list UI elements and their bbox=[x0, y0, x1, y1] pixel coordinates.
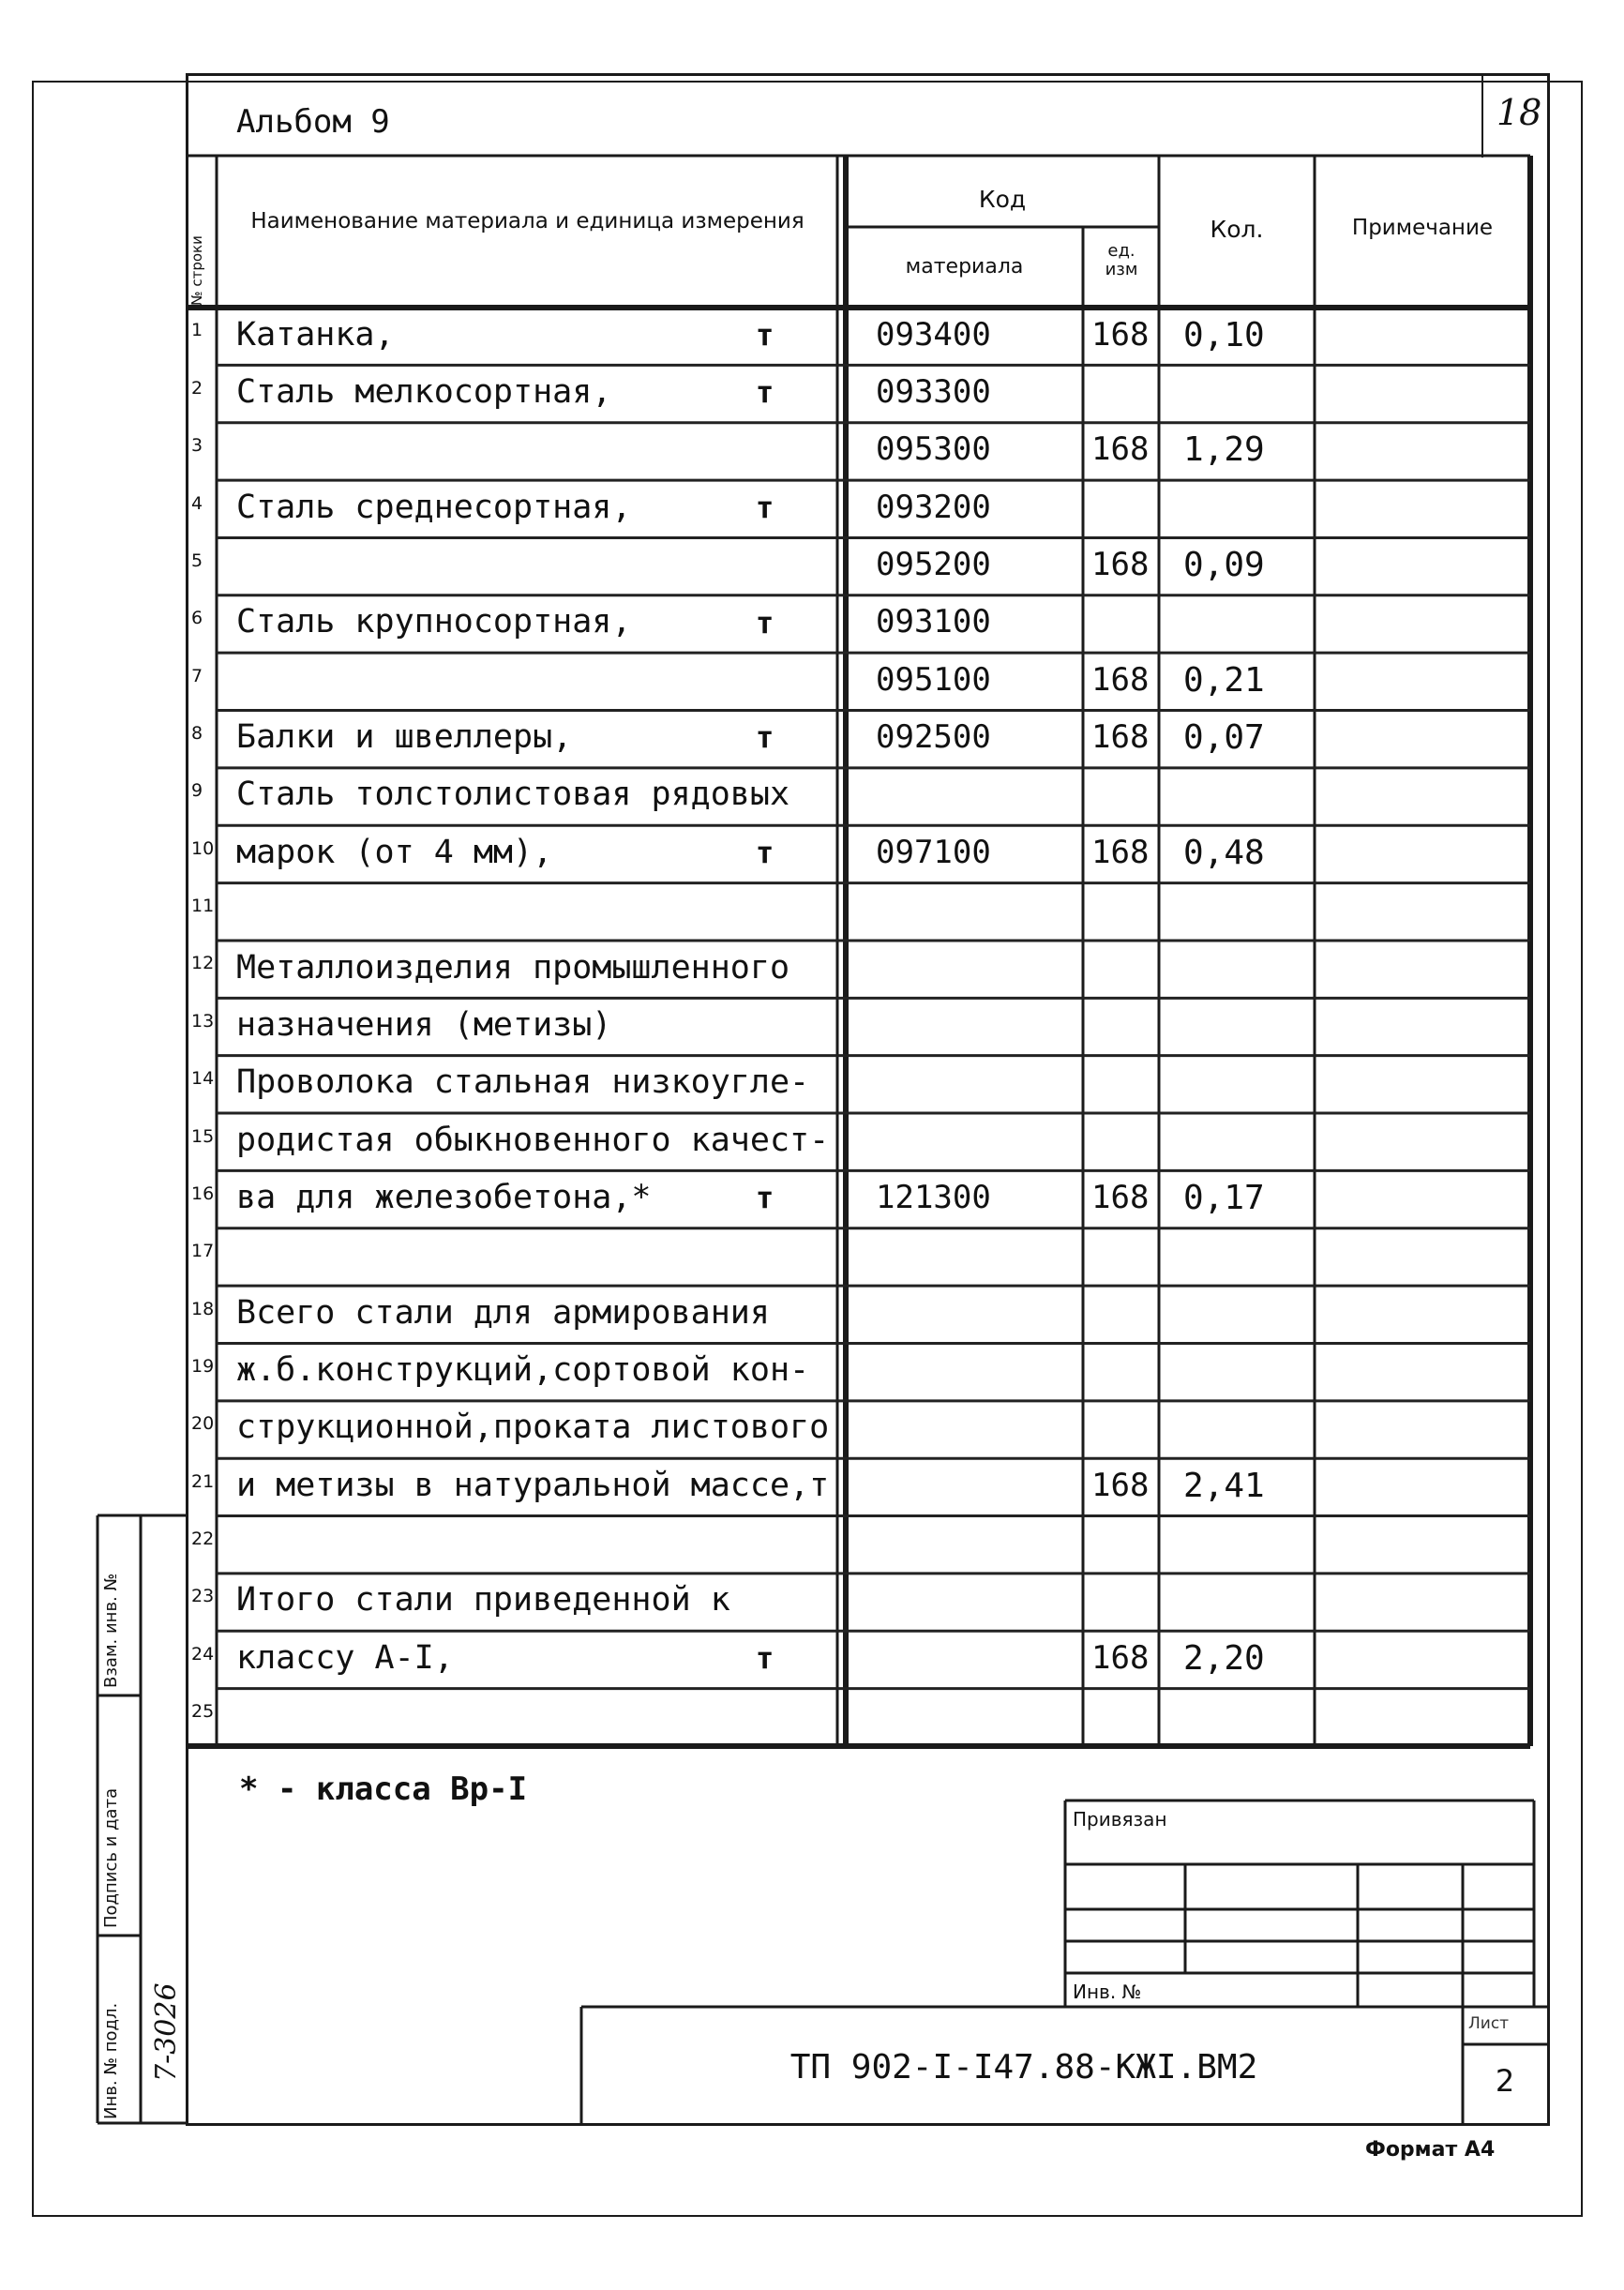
row-number-cell: 11 bbox=[191, 896, 215, 917]
row-number-cell: 13 bbox=[191, 1010, 215, 1032]
unit-code-cell: 168 bbox=[1091, 660, 1150, 699]
row-number-cell: 1 bbox=[191, 320, 203, 341]
material-name-cell: Катанка, bbox=[236, 315, 395, 354]
side-replace-inv-label: Взам. инв. № bbox=[101, 1573, 121, 1688]
col-header-name: Наименование материала и единица измерения bbox=[250, 209, 804, 234]
material-name-cell: Сталь крупносортная, bbox=[236, 603, 632, 641]
quantity-cell: 1,29 bbox=[1183, 430, 1265, 470]
unit-code-cell: 168 bbox=[1091, 1466, 1150, 1504]
col-header-rownum: № строки bbox=[188, 235, 205, 306]
material-code-cell: 093200 bbox=[876, 488, 991, 526]
material-name-cell: Итого стали приведенной к bbox=[236, 1581, 730, 1620]
material-code-cell: 095100 bbox=[876, 660, 991, 699]
row-number-cell: 17 bbox=[191, 1241, 215, 1262]
unit-code-cell: 168 bbox=[1091, 833, 1150, 871]
quantity-cell: 2,20 bbox=[1183, 1638, 1265, 1678]
row-number-cell: 16 bbox=[191, 1183, 215, 1204]
material-name-cell: Проволока стальная низкоугле- bbox=[236, 1063, 810, 1102]
material-name-cell: Балки и швеллеры, bbox=[236, 718, 573, 757]
col-header-code-material: материала bbox=[905, 255, 1024, 279]
unit-cell: т bbox=[756, 374, 774, 411]
unit-code-cell: 168 bbox=[1091, 546, 1150, 584]
row-number-cell: 21 bbox=[191, 1470, 215, 1492]
material-code-cell: 095300 bbox=[876, 430, 991, 469]
material-code-cell: 121300 bbox=[876, 1178, 991, 1216]
material-code-cell: 092500 bbox=[876, 718, 991, 757]
format-label: Формат А4 bbox=[1365, 2138, 1496, 2162]
material-code-cell: 093100 bbox=[876, 603, 991, 641]
row-number-cell: 9 bbox=[191, 780, 203, 802]
material-name-cell: Сталь мелкосортная, bbox=[236, 372, 612, 411]
unit-cell: т bbox=[756, 1180, 774, 1216]
footnote: * - класса Вр-I bbox=[239, 1770, 528, 1808]
album-label: Альбом 9 bbox=[236, 103, 390, 141]
material-name-cell: марок (от 4 мм), bbox=[236, 833, 553, 871]
material-name-cell: назначения (метизы) bbox=[236, 1005, 612, 1044]
unit-code-cell: 168 bbox=[1091, 1178, 1150, 1216]
row-number-cell: 14 bbox=[191, 1068, 215, 1090]
col-header-code: Код bbox=[978, 186, 1027, 213]
row-number-cell: 19 bbox=[191, 1355, 215, 1377]
material-name-cell: и метизы в натуральной массе,т bbox=[236, 1466, 830, 1504]
sheet-number: 2 bbox=[1495, 2063, 1515, 2099]
row-number-cell: 15 bbox=[191, 1125, 215, 1147]
material-name-cell: классу А-I, bbox=[236, 1638, 454, 1677]
quantity-cell: 0,21 bbox=[1183, 660, 1265, 700]
unit-cell: т bbox=[756, 604, 774, 640]
row-number-cell: 18 bbox=[191, 1298, 215, 1319]
row-number-cell: 2 bbox=[191, 377, 203, 399]
col-header-note: Примечание bbox=[1351, 216, 1494, 240]
stamp-inv-no-label: Инв. № bbox=[1073, 1981, 1142, 2003]
material-name-cell: Металлоизделия промышленного bbox=[236, 948, 790, 987]
row-number-cell: 5 bbox=[191, 550, 203, 571]
row-number-cell: 7 bbox=[191, 665, 203, 686]
unit-cell: т bbox=[756, 316, 774, 353]
material-name-cell: Сталь толстолистовая рядовых bbox=[236, 776, 790, 814]
material-name-cell: Сталь среднесортная, bbox=[236, 488, 632, 526]
quantity-cell: 0,48 bbox=[1183, 833, 1265, 872]
unit-code-cell: 168 bbox=[1091, 315, 1150, 354]
unit-code-cell: 168 bbox=[1091, 430, 1150, 469]
col-header-code-unit: ед. изм bbox=[1105, 241, 1138, 279]
material-code-cell: 093300 bbox=[876, 372, 991, 411]
material-name-cell: родистая обыкновенного качест- bbox=[236, 1121, 830, 1159]
side-sign-date-label: Подпись и дата bbox=[101, 1787, 121, 1928]
document-code: ТП 902-I-I47.88-КЖI.ВМ2 bbox=[789, 2048, 1258, 2087]
col-header-qty: Кол. bbox=[1210, 216, 1264, 243]
unit-cell: т bbox=[756, 1640, 774, 1677]
row-number-cell: 8 bbox=[191, 723, 203, 744]
row-number-cell: 10 bbox=[191, 837, 215, 859]
row-number-cell: 3 bbox=[191, 435, 203, 457]
material-code-cell: 093400 bbox=[876, 315, 991, 354]
side-inv-orig-value: 7-3026 bbox=[150, 1982, 183, 2082]
unit-cell: т bbox=[756, 489, 774, 525]
row-number-cell: 20 bbox=[191, 1413, 215, 1435]
material-name-cell: струкционной,проката листового bbox=[236, 1409, 830, 1447]
row-number-cell: 22 bbox=[191, 1529, 215, 1550]
unit-cell: т bbox=[756, 835, 774, 871]
unit-code-cell: 168 bbox=[1091, 1638, 1150, 1677]
row-number-cell: 4 bbox=[191, 492, 203, 514]
material-code-cell: 097100 bbox=[876, 833, 991, 871]
quantity-cell: 0,09 bbox=[1183, 546, 1265, 585]
quantity-cell: 0,07 bbox=[1183, 718, 1265, 758]
row-number-cell: 24 bbox=[191, 1643, 215, 1665]
row-number-cell: 6 bbox=[191, 608, 203, 629]
unit-cell: т bbox=[756, 719, 774, 756]
material-code-cell: 095200 bbox=[876, 546, 991, 584]
material-name-cell: Всего стали для армирования bbox=[236, 1293, 770, 1332]
quantity-cell: 0,17 bbox=[1183, 1178, 1265, 1217]
page-number: 18 bbox=[1496, 92, 1542, 133]
quantity-cell: 2,41 bbox=[1183, 1466, 1265, 1505]
row-number-cell: 12 bbox=[191, 953, 215, 974]
unit-code-cell: 168 bbox=[1091, 718, 1150, 757]
side-inv-orig-label: Инв. № подл. bbox=[101, 2002, 121, 2119]
material-name-cell: ж.б.конструкций,сортовой кон- bbox=[236, 1351, 810, 1390]
quantity-cell: 0,10 bbox=[1183, 315, 1265, 354]
row-number-cell: 23 bbox=[191, 1586, 215, 1607]
stamp-linked-label: Привязан bbox=[1073, 1808, 1167, 1830]
row-number-cell: 25 bbox=[191, 1701, 215, 1723]
sheet-label: Лист bbox=[1468, 2014, 1510, 2033]
material-name-cell: ва для железобетона,* bbox=[236, 1178, 652, 1216]
